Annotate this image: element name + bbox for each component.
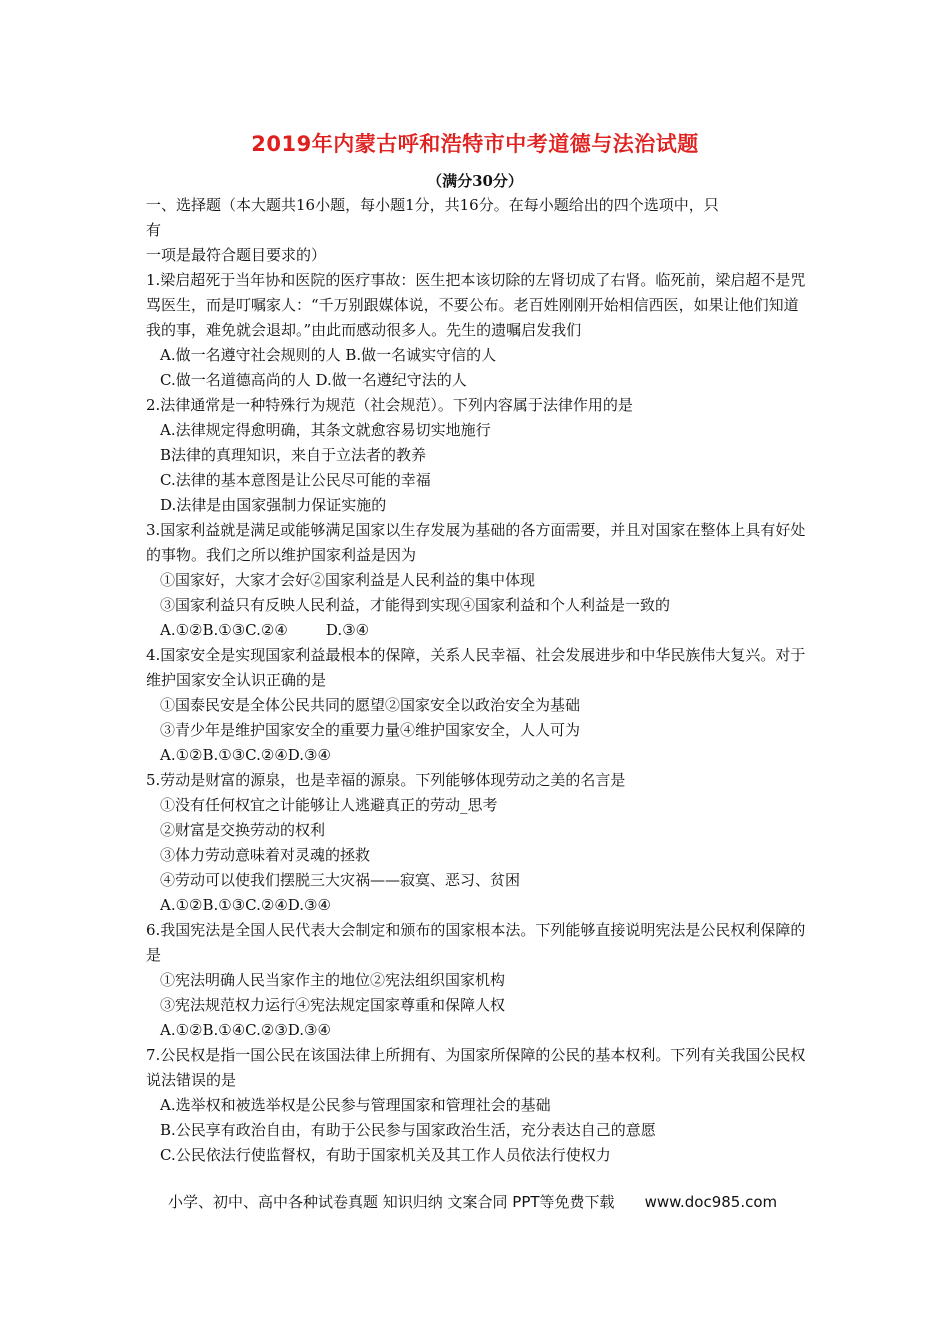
question-6-options: A.①②B.①④C.②③D.③④ [160,1021,331,1039]
question-7-option-a: A.选举权和被选举权是公民参与管理国家和管理社会的基础 [160,1096,551,1114]
question-5-stem: 5.劳动是财富的源泉，也是幸福的源泉。下列能够体现劳动之美的名言是 [146,771,626,789]
question-2-option-b: B法律的真理知识，来自于立法者的教养 [160,446,427,464]
question-4-stem: 4.国家安全是实现国家利益最根本的保障，关系人民幸福、社会发展进步和中华民族伟大复兴。对于维护国家安全认识正确的是 [146,646,806,689]
question-5-statement: ③体力劳动意味着对灵魂的拯救 [160,846,371,864]
footer-site-link[interactable]: www.doc985.com [644,1193,778,1211]
question-3-statement: ①国家好，大家才会好②国家利益是人民利益的集中体现 [160,571,536,589]
question-1-option-line: A.做一名遵守社会规则的人 B.做一名诚实守信的人 [160,346,497,364]
question-3-stem: 3.国家利益就是满足或能够满足国家以生存发展为基础的各方面需要，并且对国家在整体上具有好处的事物。我们之所以维护国家利益是因为 [146,521,806,564]
page-subtitle: （满分30分） [427,172,523,190]
question-7-stem: 7.公民权是指一国公民在该国法律上所拥有、为国家所保障的公民的基本权利。下列有关我国公民权说法错误的是 [146,1046,806,1089]
question-2-option-d: D.法律是由国家强制力保证实施的 [160,496,387,514]
section-heading-line: 有 [146,221,162,239]
question-3-options: A.①②B.①③C.②④ D.③④ [160,621,370,639]
section-heading-line: 一项是最符合题目要求的） [146,246,327,264]
footer-text: 小学、初中、高中各种试卷真题 知识归纳 文案合同 PPT等免费下载 [168,1193,615,1211]
page-footer [168,1191,777,1212]
question-7-option-c: C.公民依法行使监督权，有助于国家机关及其工作人员依法行使权力 [160,1146,611,1164]
question-1-stem: 1.梁启超死于当年协和医院的医疗事故：医生把本该切除的左肾切成了右肾。临死前，梁启超不是咒骂医生，而是叮嘱家人：“千万别跟媒体说，不要公布。老百姓刚刚开始相信西医，如果让他们知道我的事，难免就会退却。”由此而感动很多人。先生的遗嘱启发我们 [146,271,806,339]
question-3-statement: ③国家利益只有反映人民利益，才能得到实现④国家利益和个人利益是一致的 [160,596,671,614]
question-1-option-line: C.做一名道德高尚的人 D.做一名遵纪守法的人 [160,371,467,389]
question-4-options: A.①②B.①③C.②④D.③④ [160,746,331,764]
question-4-statement: ①国泰民安是全体公民共同的愿望②国家安全以政治安全为基础 [160,696,581,714]
question-body [146,193,812,1168]
question-2-option-a: A.法律规定得愈明确，其条文就愈容易切实地施行 [160,421,491,439]
question-5-statement: ②财富是交换劳动的权利 [160,821,326,839]
question-2-option-c: C.法律的基本意图是让公民尽可能的幸福 [160,471,431,489]
question-5-statement: ①没有任何权宜之计能够让人逃避真正的劳动_思考 [160,796,498,814]
question-6-stem: 6.我国宪法是全国人民代表大会制定和颁布的国家根本法。下列能够直接说明宪法是公民权利保障的是 [146,921,806,964]
question-5-statement: ④劳动可以使我们摆脱三大灾祸——寂寞、恶习、贫困 [160,871,521,889]
question-6-statement: ③宪法规范权力运行④宪法规定国家尊重和保障人权 [160,996,506,1014]
question-2-stem: 2.法律通常是一种特殊行为规范（社会规范）。下列内容属于法律作用的是 [146,396,633,414]
page-title: 2019年内蒙古呼和浩特市中考道德与法治试题 [251,132,699,156]
question-4-statement: ③青少年是维护国家安全的重要力量④维护国家安全，人人可为 [160,721,581,739]
question-6-statement: ①宪法明确人民当家作主的地位②宪法组织国家机构 [160,971,506,989]
question-7-option-b: B.公民享有政治自由，有助于公民参与国家政治生活，充分表达自己的意愿 [160,1121,656,1139]
question-5-options: A.①②B.①③C.②④D.③④ [160,896,331,914]
section-heading-line: 一、选择题（本大题共16小题，每小题1分，共16分。在每小题给出的四个选项中，只 [146,196,719,214]
